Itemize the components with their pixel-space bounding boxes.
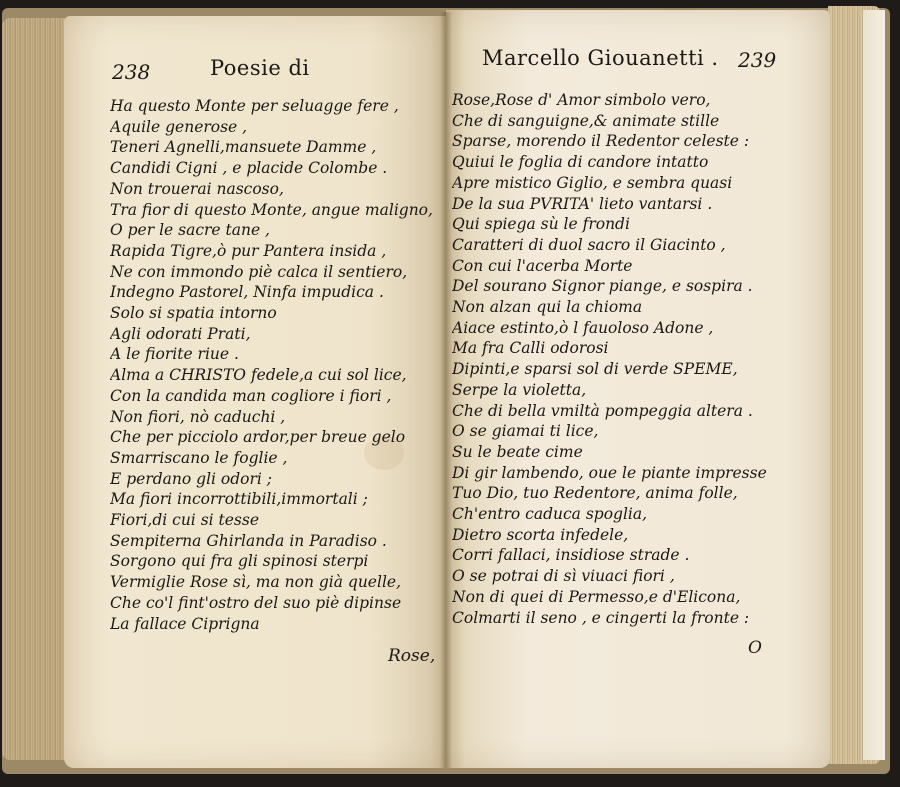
right_page-line: Con cui l'acerba Morte [452, 256, 633, 275]
left_page-line: O per le sacre tane , [110, 221, 270, 240]
left_page-line: Indegno Pastorel, Ninfa impudica . [110, 283, 384, 302]
left_page-line: Fiori,di cui si tesse [110, 511, 260, 530]
right-poem-lines [452, 90, 812, 628]
right_page-line: Su le beate cime [452, 442, 583, 461]
right-catchword: O [748, 638, 762, 658]
right_page-line: Che di sanguigne,& animate stille [452, 111, 720, 130]
right_page-line: De la sua PVRITA' lieto vantarsi . [452, 194, 713, 213]
left_page-line: Che co'l fint'ostro del suo piè dipinse [110, 593, 402, 612]
left_page-line: Candidi Cigni , e placide Colombe . [110, 159, 388, 178]
right_page-line: Corri fallaci, insidiose strade . [452, 546, 690, 565]
right-flyleaf [862, 10, 885, 760]
left_page-line: Che per picciolo ardor,per breue gelo [110, 428, 406, 447]
right_page-line: Aiace estinto,ò l fauoloso Adone , [452, 318, 714, 337]
right_page-line: Di gir lambendo, oue le piante impresse [452, 463, 767, 482]
left_page-line: Alma a CHRISTO fedele,a cui sol lice, [110, 366, 407, 385]
left_page-line: Solo si spatia intorno [110, 304, 277, 323]
right_page-line: Qui spiega sù le frondi [452, 215, 630, 234]
right_page-line: Colmarti il seno , e cingerti la fronte : [452, 608, 750, 627]
left-poem-lines [110, 96, 446, 634]
left-page-number: 238 [112, 60, 151, 84]
left_page-line: Vermiglie Rose sì, ma non già quelle, [110, 573, 401, 592]
left-catchword: Rose, [388, 646, 436, 666]
right_page-line: Non alzan qui la chioma [452, 298, 643, 317]
right_page-line: O se giamai ti lice, [452, 422, 599, 441]
left_page-line: Con la candida man cogliore i fiori , [110, 386, 392, 405]
right_page-line: Ch'entro caduca spoglia, [452, 505, 648, 524]
left_page-line: E perdano gli odori ; [110, 469, 273, 488]
right_page-line: Che di bella vmiltà pompeggia altera . [452, 401, 753, 420]
left_page-line: Sempiterna Ghirlanda in Paradiso . [110, 531, 387, 550]
right-page [446, 10, 830, 768]
left-page-edges [2, 18, 72, 760]
right_page-line: Serpe la violetta, [452, 380, 587, 399]
right_page-line: Caratteri di duol sacro il Giacinto , [452, 235, 726, 254]
right_page-line: Apre mistico Giglio, e sembra quasi [452, 173, 733, 192]
left_page-line: Rapida Tigre,ò pur Pantera insida , [110, 241, 387, 260]
left_page-line: A le fiorite riue . [110, 345, 239, 364]
right_page-line: Non di quei di Permesso,e d'Elicona, [452, 587, 741, 606]
left_page-line: Aquile generose , [110, 117, 248, 136]
right_page-line: Rose,Rose d' Amor simbolo vero, [452, 91, 711, 109]
left-running-head: Poesie di [210, 56, 310, 80]
left_page-line: Teneri Agnelli,mansuete Damme , [110, 138, 377, 157]
right_page-line: Dietro scorta infedele, [452, 525, 629, 544]
right_page-line: O se potrai di sì viuaci fiori , [452, 567, 675, 586]
right-running-head: Marcello Giouanetti . [482, 46, 719, 70]
right_page-line: Dipinti,e sparsi sol di verde SPEME, [452, 360, 738, 379]
right_page-line: Quiui le foglia di candore intatto [452, 153, 709, 172]
left_page-line: Sorgono qui fra gli spinosi sterpi [110, 552, 369, 571]
left_page-line: Ne con immondo piè calca il sentiero, [110, 262, 408, 281]
right-page-number: 239 [738, 48, 777, 72]
right_page-line: Ma fra Calli odorosi [452, 339, 609, 358]
right_page-line: Del sourano Signor piange, e sospira . [452, 277, 753, 296]
left_page-line: Tra fior di questo Monte, angue maligno, [110, 200, 433, 219]
left-page [64, 16, 446, 768]
right_page-line: Sparse, morendo il Redentor celeste : [452, 132, 750, 151]
right_page-line: Tuo Dio, tuo Redentore, anima folle, [452, 484, 738, 503]
left_page-line: Ha questo Monte per seluagge fere , [110, 97, 399, 115]
left_page-line: Non fiori, nò caduchi , [110, 407, 286, 426]
left_page-line: La fallace Ciprigna [110, 614, 260, 633]
left_page-line: Smarriscano le foglie , [110, 448, 288, 467]
left_page-line: Non trouerai nascoso, [110, 179, 284, 198]
left_page-line: Agli odorati Prati, [110, 324, 251, 343]
left_page-line: Ma fiori incorrottibili,immortali ; [110, 490, 368, 509]
book-gutter [440, 12, 452, 768]
